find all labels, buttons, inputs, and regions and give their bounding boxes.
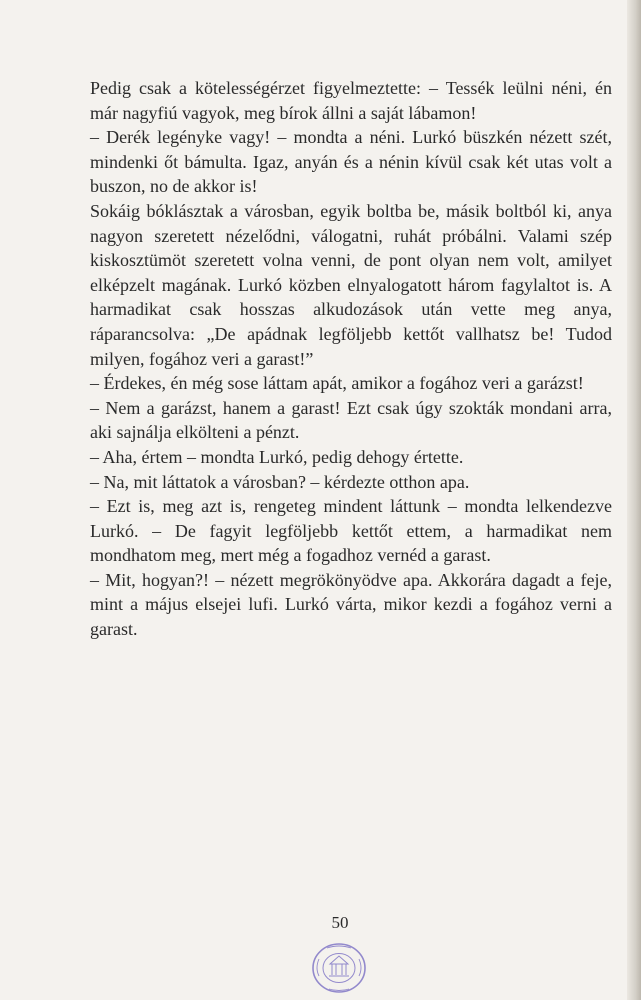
paragraph-8: – Ezt is, meg azt is, rengeteg mindent láttunk – mondta lelkendezve Lurkó. – De fagyit legföljebb kettőt ettem, a harmadikat nem mondhatom meg, mert még a fogadhoz vernéd a garast.	[90, 496, 612, 566]
page-number: 50	[331, 913, 349, 932]
paragraph-5: – Nem a garázst, hanem a garast! Ezt csak úgy szokták mondani arra, aki sajnálja elkölteni a pénzt.	[90, 397, 612, 443]
paragraph-3: Sokáig bóklásztak a városban, egyik boltba be, másik boltból ki, anya nagyon szeretett nézelődni, válogatni, ruhát próbálni. Valami szép kiskosztümöt szeretett volna venni, de pont olyan nem volt, amilyet elképzelt magának. Lurkó közben elnyalogatott három fagylaltot is. A harmadikat csak hosszas alkudozások után vette meg anya, ráparancsolva: „De apádnak legföljebb kettőt vallhatsz be! Tudod milyen, fogához veri a garast!”	[90, 200, 612, 369]
paragraph-9: – Mit, hogyan?! – nézett megrökönyödve apa. Akkorára dagadt a feje, mint a május elsejei lufi. Lurkó várta, mikor kezdi a fogához verni a garast.	[90, 569, 612, 640]
page-edge-shadow	[627, 0, 641, 1000]
paragraph-7: – Na, mit láttatok a városban? – kérdezte otthon apa.	[90, 471, 470, 492]
paragraph-6: – Aha, értem – mondta Lurkó, pedig dehogy értette.	[90, 446, 464, 467]
page-text	[90, 76, 612, 642]
paragraph-4: – Érdekes, én még sose láttam apát, amikor a fogához veri a garázst!	[90, 373, 584, 394]
paragraph-1: Pedig csak a kötelességérzet figyelmeztette: – Tessék leülni néni, én már nagyfiú vagyok, meg bírok állni a saját lábamon!	[90, 78, 612, 123]
library-stamp-icon	[311, 942, 367, 994]
paragraph-2: – Derék legényke vagy! – mondta a néni. Lurkó büszkén nézett szét, mindenki őt bámulta. Igaz, anyán és a nénin kívül csak két utas volt a buszon, no de akkor is!	[90, 127, 612, 197]
